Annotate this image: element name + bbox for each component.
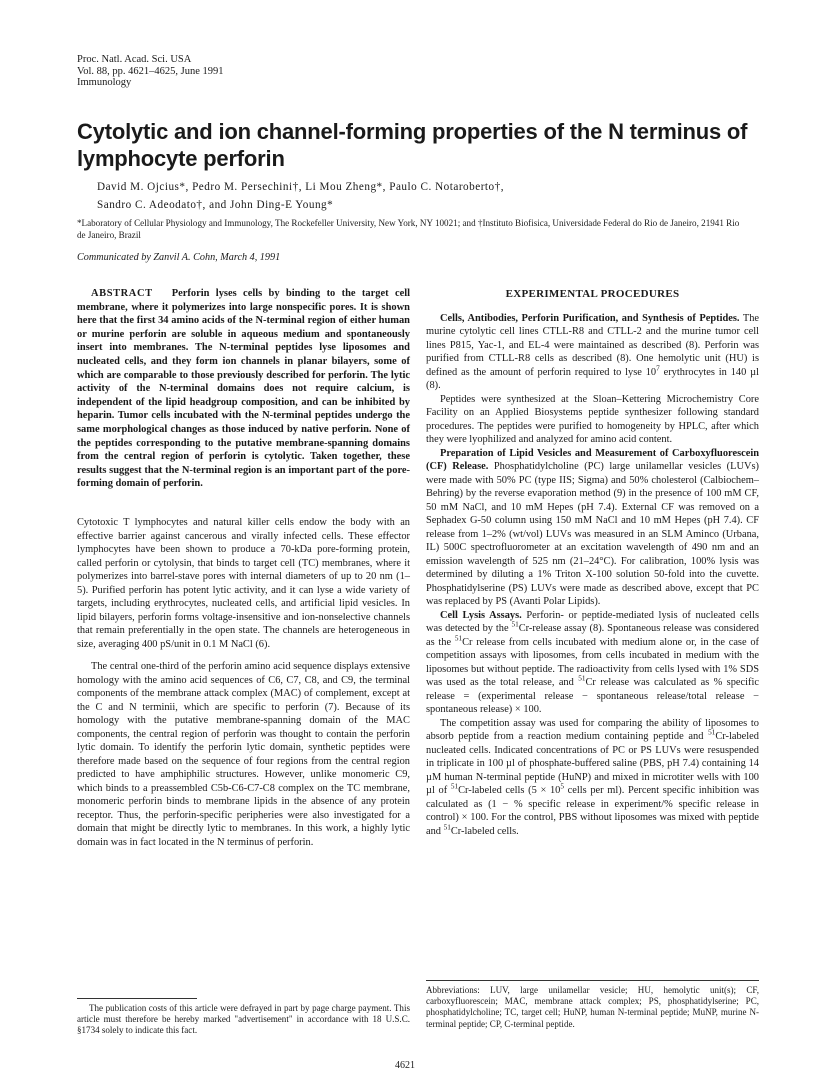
methods-paragraph (426, 312, 759, 393)
superscript: 51 (578, 674, 586, 683)
superscript: 51 (511, 620, 519, 629)
publication-note-text: The publication costs of this article were defrayed in part by page charge payment. This article must therefore be hereby marked "advertisement" in accordance with 18 U.S.C. §1734 solely to indicate this fact. (77, 1003, 410, 1036)
affiliations: *Laboratory of Cellular Physiology and Immunology, The Rockefeller University, New York, NY 10021; and †Instituto Biofisica, Universidade Federal do Rio de Janeiro, 21941 Rio de Janeiro, Brazil (77, 218, 740, 240)
journal-name: Proc. Natl. Acad. Sci. USA (77, 54, 192, 65)
paragraph-text: erythrocytes in 140 µl (8). (426, 366, 759, 391)
superscript: 7 (656, 364, 660, 373)
methods-paragraph: Peptides were synthesized at the Sloan–Kettering Microchemistry Core Facility on an Applied Biosystems peptide synthesizer following standard procedures. The peptides were purified to homogeneity by HPLC, after which they were lyophilized and analyzed for amino acid content. (426, 393, 759, 445)
title-line: lymphocyte perforin (77, 146, 285, 171)
superscript: 51 (450, 782, 459, 791)
intro-paragraph: Cytotoxic T lymphocytes and natural killer cells endow the body with an effective barrier against cancerous and virally infected cells. These effector lymphocytes have been shown to produce a 70-kDa pore-forming protein, called perforin or cytolysin, that binds to target cell (TC) membranes, where it polymerizes into barrel-stave pores with internal diameters of up to 20 nm (1–5). Purified perforin has potent lytic activity, and it can lyse a wide variety of targets, including erythrocytes, nucleated cells, and artificial lipid vesicles. In lipid bilayers, perforin forms voltage-insensitive and ion-nonselective channels that remain preferentially in the open state. The channels are heterogeneous in size, averaging 400 pS/unit in 0.1 M NaCl (6). (77, 517, 410, 650)
footnote-divider (77, 998, 197, 999)
volume-pages: Vol. 88, pp. 4621–4625, June 1991 (77, 65, 224, 77)
abstract-label: ABSTRACT (91, 288, 153, 299)
section-label: Immunology (77, 77, 132, 88)
methods-column (426, 288, 759, 838)
paragraph-text: Cr release was calculated as % specific release = (experimental release − spontaneous release/total release − spontaneous release) × 100. (426, 677, 759, 715)
authors-line: Sandro C. Adeodato†, and John Ding-E Young* (97, 199, 334, 211)
section-heading: EXPERIMENTAL PROCEDURES (505, 288, 680, 300)
paragraph-text: The competition assay was used for comparing the ability of liposomes to absorb peptide from a reaction medium containing peptide and (426, 717, 759, 742)
journal-header (77, 54, 224, 89)
communicated-by: Communicated by Zanvil A. Cohn, March 4, 1991 (77, 252, 281, 263)
abstract (77, 287, 410, 491)
methods-paragraph (426, 447, 759, 609)
intro-paragraph: The central one-third of the perforin amino acid sequence displays extensive homology with the amino acid sequences of C6, C7, C8, and C9, the terminal components of the membrane attack complex (MAC) of complement, except at the C and N terminii, which are specific to perforin (7). Because of its homology with the putative membrane-spanning domain of the MAC components, the central region of perforin was thought to contain the perforin lytic domain. To identify the perforin lytic domain, synthetic peptides were therefore made based on the sequence of four regions from the central region predicted to have amphiphilic structures. However, unlike monomeric C9, which binds to a preassembled C5b-C6-C7-C8 complex on the TC membrane, monomeric perforin binds to membrane lipids in the absence of any protein receptor. Thus, the perforin-specific peripheries were also investigated for a domain that might be directly lytic to membranes. In this work, a highly lytic domain was in fact located in the N terminus of perforin. (77, 661, 410, 848)
superscript: 51 (454, 634, 463, 643)
footnote-divider (426, 980, 759, 981)
paragraph-text: Cr-release assay (8). Spontaneous release was considered as the (426, 623, 759, 648)
subsection-title: Preparation of Lipid Vesicles and Measurement of Carboxyfluorescein (CF) Release. (426, 447, 759, 472)
page-number: 4621 (395, 1060, 415, 1071)
introduction (77, 516, 410, 849)
abbreviations-footnote: Abbreviations: LUV, large unilamellar vesicle; HU, hemolytic unit(s); CF, carboxyfluorescein; MAC, membrane attack complex; PS, phosphatidylserine; PC, phosphatidylcholine; TC, target cell; HuNP, human N-terminal peptide; MuNP, murine N-terminal peptide; CP, C-terminal peptide. (426, 985, 759, 1029)
subsection-title: Cell Lysis Assays. (440, 609, 522, 621)
paragraph-text: Phosphatidylcholine (PC) large unilamellar vesicles (LUVs) were made with 50% PC (type IIS; Sigma) and 50% cholesterol (Calbiochem–Behring) by the reverse evaporation method (9) in the presence of 100 mM CF, 50 mM NaCl, and 10 mM Hepes (pH 7.4). External CF was removed on a Sephadex G-50 column using 150 mM NaCl and 10 mM Hepes (pH 7.4). CF release from 1–2% (wt/vol) LUVs was measured in an SLM Aminco (Urbana, IL) 500C spectrofluorometer at an excitation wavelength of 490 nm and an emission wavelength of 525 nm (21–24°C). For calibration, 100% lysis was determined by diluting a 1% Triton X-100 solution 50-fold into the cuvette. Phosphatidylserine (PS) LUVs were made as described above, except that PC was replaced by PS (Avanti Polar Lipids). (426, 461, 759, 607)
article-title (77, 118, 757, 172)
paragraph-text: The murine cytolytic cell lines CTLL-R8 and CTLL-2 and the murine tumor cell lines P815, Yac-1, and EL-4 were maintained as described (8). Perforin was purified from CTLL-R8 cells as described (8). One hemolytic unit (HU) is defined as the amount of perforin required to lyse 10 (426, 312, 759, 378)
methods-paragraph (426, 609, 759, 717)
superscript: 51 (708, 728, 716, 737)
superscript: 5 (560, 782, 564, 791)
abstract-text: Perforin lyses cells by binding to the target cell membrane, where it polymerizes into large nonspecific pores. It is shown here that the first 34 amino acids of the N-terminal region of either human or murine perforin are soluble in aqueous medium and spontaneously insert into membranes. The N-terminal peptides lyse liposomes and nucleated cells, and they form ion channels in planar bilayers, some of which are comparable to those previously described for perforin. The lytic activity of the N-terminal domains does not require calcium, is independent of the lipid headgroup composition, and can be inhibited by heparin. Tumor cells incubated with the N-terminal peptides undergo the same morphological changes as those induced by native perforin. None of the peptides corresponding to the putative membrane-spanning domains from the central region of perforin is cytolytic. Taken together, these results suggest that the N-terminal region is an important part of the pore-forming domain of perforin. (77, 288, 411, 490)
subsection-title: Cells, Antibodies, Perforin Purification, and Synthesis of Peptides. (440, 312, 740, 324)
paragraph-text: Cr-labeled nucleated cells. Indicated concentrations of PC or PS LUVs were resuspended in triplicate in 100 µl of phosphate-buffered saline (PBS, pH 7.4) containing 14 µM human N-terminal peptide (HuNP) and mixed in microtiter wells with 100 µl of (426, 731, 759, 796)
title-line: Cytolytic and ion channel-forming properties of the N terminus of (77, 119, 748, 144)
author-list (97, 178, 747, 214)
paragraph-text: Cr release from cells incubated with medium alone or, in the case of competition assays with liposomes, from cells incubated in medium with the liposomes but without peptide. The radioactivity from cells lysed with 1% SDS was used as the total release, and (426, 636, 759, 688)
superscript: 51 (443, 823, 451, 832)
paragraph-text: Perforin- or peptide-mediated lysis of nucleated cells was detected by the (426, 609, 759, 634)
methods-paragraph (426, 717, 759, 839)
paragraph-text: cells per ml). Percent specific inhibition was calculated as (1 − % specific release in experiment/% specific release in control) × 100. For the control, PBS without liposomes was mixed with peptide and (426, 785, 759, 837)
paragraph-text: Cr-labeled cells (5 × 10 (458, 785, 561, 796)
paragraph-text: Cr-labeled cells. (450, 825, 519, 837)
publication-cost-note (77, 1003, 410, 1037)
authors-line: David M. Ojcius*, Pedro M. Persechini†, Li Mou Zheng*, Paulo C. Notaroberto†, (97, 181, 505, 193)
